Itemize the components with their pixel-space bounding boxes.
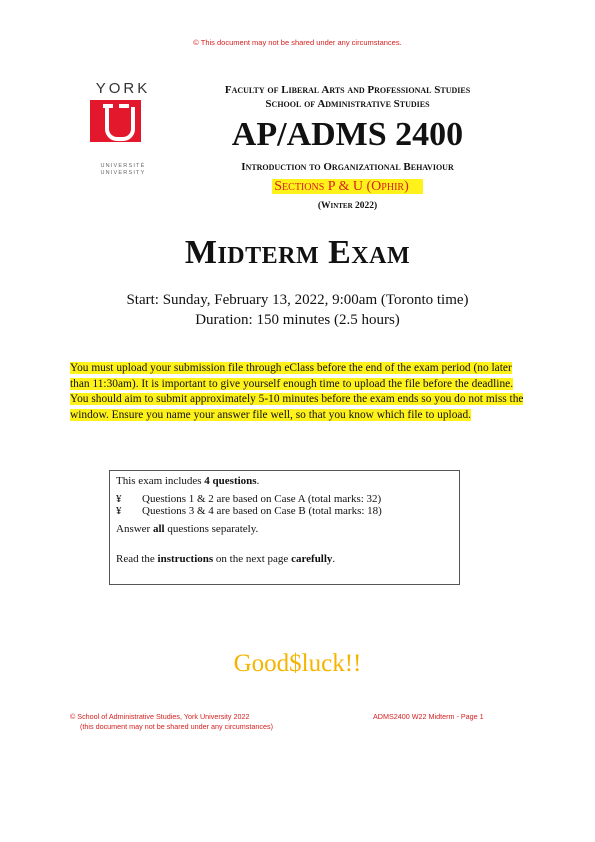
footer-copyright	[70, 712, 273, 732]
bullet-icon: ¥	[116, 493, 122, 505]
read-bold-carefully: carefully	[291, 553, 333, 565]
logo-serif-left	[103, 104, 113, 108]
footer-page-label: ADMS2400 W22 Midterm - Page 1	[373, 712, 484, 721]
faculty-name: Faculty of Liberal Arts and Professional Studies	[224, 84, 471, 96]
question-count-pre: This exam includes	[116, 475, 205, 487]
logo-subtitle-en: UNIVERSITY	[100, 170, 146, 176]
answer-bold: all	[152, 523, 165, 535]
read-bold-instructions: instructions	[157, 553, 214, 565]
bullet-icon: ¥	[116, 505, 122, 517]
sections-label: Sections P & U (Ophir)	[272, 179, 423, 194]
answer-pre: Answer	[116, 523, 153, 535]
read-pre: Read the	[116, 553, 158, 565]
answer-all-line	[116, 523, 453, 535]
exam-summary-box	[109, 470, 460, 585]
footer-copyright-line2: (this document may not be shared under any circumstances)	[80, 722, 273, 731]
logo-wordmark: YORK	[95, 80, 151, 97]
read-post: .	[332, 553, 336, 565]
logo-subtitle-fr: UNIVERSITÉ	[100, 163, 146, 169]
case-a-bullet	[116, 493, 453, 505]
good-luck-message: Good$luck!!	[233, 650, 362, 677]
exam-start-time: Start: Sunday, February 13, 2022, 9:00am (Toronto time)	[126, 292, 469, 308]
sections-line	[160, 177, 535, 195]
school-name: School of Administrative Studies	[265, 98, 430, 110]
question-count: 4 questions	[204, 475, 257, 487]
term-label: (Winter 2022)	[317, 201, 378, 211]
case-b-text: Questions 3 & 4 are based on Case B (total marks: 18)	[142, 505, 382, 517]
copyright-notice: © This document may not be shared under any circumstances.	[193, 38, 402, 47]
logo-u-shape	[105, 107, 135, 141]
york-university-logo	[88, 80, 158, 176]
read-instructions-line	[116, 553, 453, 565]
case-b-bullet	[116, 505, 453, 517]
logo-serif-right	[119, 104, 129, 108]
exam-duration: Duration: 150 minutes (2.5 hours)	[195, 312, 400, 328]
question-count-line	[116, 475, 453, 487]
read-mid: on the next page	[213, 553, 292, 565]
course-code: AP/ADMS 2400	[231, 116, 464, 153]
case-a-text: Questions 1 & 2 are based on Case A (total marks: 32)	[142, 493, 382, 505]
footer-copyright-line1: © School of Administrative Studies, York University 2022	[70, 712, 250, 721]
exam-title: Midterm Exam	[184, 234, 411, 271]
course-name: Introduction to Organizational Behaviour	[241, 161, 454, 173]
logo-red-block	[90, 100, 141, 142]
upload-instructions-text: You must upload your submission file through eClass before the end of the exam period (no later than 11:30am). It is important to give yourself enough time to upload the file before the deadline. You should aim to submit approximately 5-10 minutes before the exam ends so you do not miss the window. Ensure you name your answer file well, so that you know which file to upload.	[70, 362, 524, 421]
answer-post: questions separately.	[164, 523, 259, 535]
question-count-post: .	[256, 475, 260, 487]
upload-instructions	[70, 361, 530, 423]
